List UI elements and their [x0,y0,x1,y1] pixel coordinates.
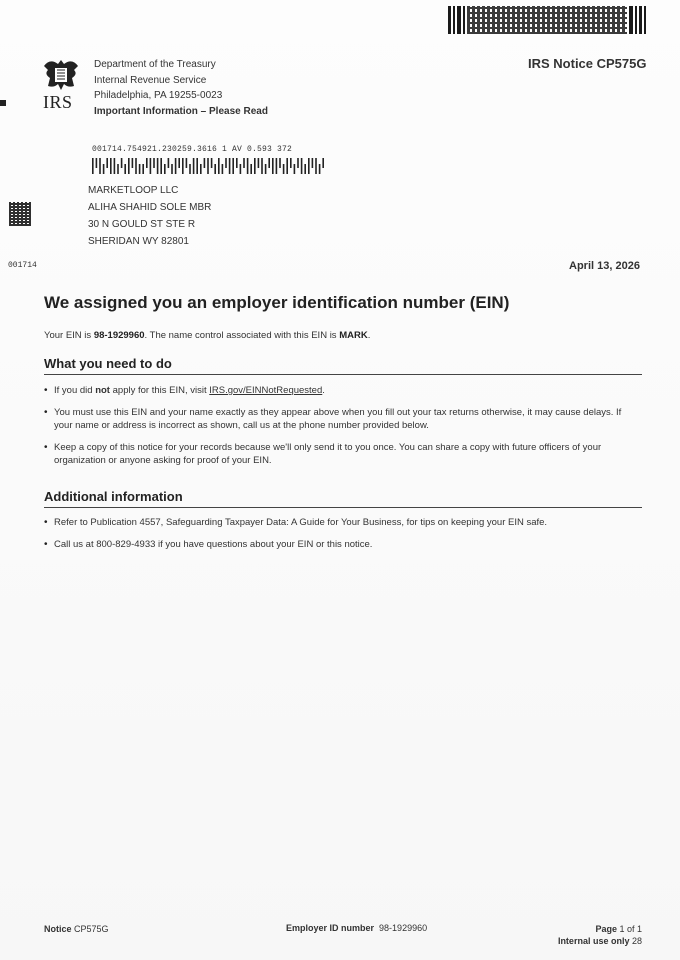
footer-notice-value: CP575G [74,924,109,934]
sender-line: Internal Revenue Service [94,74,207,86]
section-heading-what-to-do: What you need to do [44,356,642,375]
footer-internal-value: 28 [631,936,642,946]
footer-page-value: 1 of 1 [619,924,642,934]
side-code: 001714 [8,261,37,270]
emphasis-not: not [95,385,110,396]
footer-eid-label: Employer ID number [286,923,375,933]
sender-line: Department of the Treasury [94,59,216,70]
name-control: MARK [339,330,368,341]
recipient-address [88,182,211,250]
footer-page-label: Page [595,924,617,934]
sender-line: Philadelphia, PA 19255-0023 [94,90,223,101]
footer-employer-id [286,923,427,933]
footer-page-info [558,923,642,947]
recipient-line: SHERIDAN WY 82801 [88,236,189,247]
text: . [322,385,325,396]
additional-info-list [44,516,642,560]
list-item: • Refer to Publication 4557, Safeguarding Taxpayer Data: A Guide for Your Business, for tips on keeping your EIN safe. [44,516,642,529]
recipient-line: MARKETLOOP LLC [88,185,179,196]
ein-mid: . The name control associated with this EIN is [144,330,340,341]
footer-notice-label: Notice [44,924,72,934]
text: If you did [54,385,96,396]
sender-block [94,57,268,119]
text: apply for this EIN, visit [109,385,210,396]
notice-code: IRS Notice CP575G [528,56,647,71]
important-info: Important Information – Please Read [94,105,268,117]
top-barcode [448,6,670,34]
route-code: 001714.754921.230259.3616 1 AV 0.593 372 [92,145,293,154]
small-qr-code [9,202,31,226]
list-item: • Keep a copy of this notice for your records because we'll only send it to you once. You can share a copy with future officers of your organization or anyone asking for proof of your EIN. [44,441,642,467]
irs-logo-text: IRS [43,92,73,112]
notice-date: April 13, 2026 [569,260,640,272]
page-title: We assigned you an employer identification number (EIN) [44,293,510,312]
list-item [44,384,642,397]
footer-internal-label: Internal use only [557,936,630,946]
list-item: • Call us at 800-829-4933 if you have questions about your EIN or this notice. [44,538,642,551]
ein-prefix: Your EIN is [44,330,94,341]
section-heading-additional-info: Additional information [44,489,642,508]
edge-mark [0,100,6,106]
what-to-do-list [44,384,642,476]
recipient-line: ALIHA SHAHID SOLE MBR [88,202,212,213]
recipient-line: 30 N GOULD ST STE R [88,219,196,230]
footer-eid-value: 98-1929960 [379,923,428,933]
ein-value: 98-1929960 [93,330,145,341]
ein-statement [44,330,370,341]
ein-suffix: . [367,330,371,341]
postal-barcode [92,158,332,174]
ein-not-requested-link[interactable]: IRS.gov/EINNotRequested [209,385,323,396]
list-item: • You must use this EIN and your name exactly as they appear above when you fill out your tax returns otherwise, it may cause delays. If your name or address is incorrect as shown, call us at the phone number provided below. [44,406,642,432]
footer-notice [44,924,109,934]
